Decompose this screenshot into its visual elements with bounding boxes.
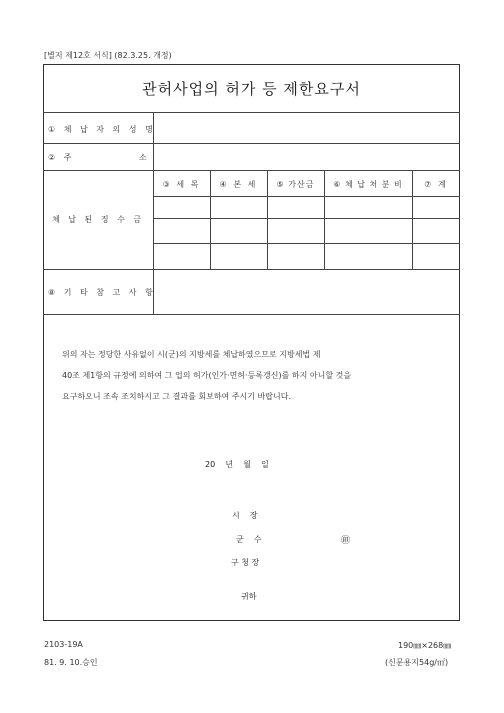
- col-principal: ④ 본 세: [219, 180, 258, 189]
- tax-label: 체 납 된 징 수 금: [52, 215, 145, 224]
- body-line-2: 40조 제1항의 규정에 의하여 그 업의 허가(인가·면허·등록갱신)를 하지 아니할 것을: [62, 371, 352, 380]
- paper-spec: (신문용지54g/㎡): [385, 658, 449, 667]
- col-disposition-fee: ⑥ 체 납 처 분 비: [333, 180, 403, 189]
- addressee: 귀하: [241, 592, 257, 601]
- col-tax-item: ③ 세 목: [162, 180, 201, 189]
- signer-county: 군 수: [236, 535, 262, 544]
- body-line-3: 요구하오니 조속 조치하시고 그 결과를 회보하여 주시기 바랍니다.: [62, 392, 291, 401]
- col-total: ⑦ 계: [424, 180, 448, 189]
- form-header-note: [별지 제12호 서식] (82.3.25. 개정): [44, 51, 172, 60]
- divider-tax-row1: [153, 218, 460, 219]
- signer-district: 구 청 장: [231, 558, 260, 567]
- address-label: ② 주: [48, 153, 75, 162]
- divider-tax-head: [153, 196, 460, 197]
- divider-title: [43, 112, 460, 113]
- name-label: ① 체 납 자 의 성 명: [48, 125, 156, 134]
- divider-label-col: [153, 112, 154, 314]
- form-number: 2103-19A: [44, 640, 83, 649]
- body-line-1: 위의 자는 정당한 사유없이 시(군)의 지방세를 체납하였으므로 지방세법 제: [62, 350, 321, 359]
- col-penalty: ⑤ 가산금: [276, 180, 315, 189]
- approval-date: 81. 9. 10.승인: [44, 658, 98, 667]
- divider-address: [43, 170, 460, 171]
- seal-mark: ㊞: [341, 536, 351, 546]
- address-label-end: 소: [139, 153, 150, 162]
- other-label: ⑧ 기 타 참 고 사 항: [48, 288, 156, 297]
- divider-tax-row2: [153, 243, 460, 244]
- paper-size: 190㎜×268㎜: [398, 641, 452, 650]
- divider-other: [43, 314, 460, 315]
- form-title: 관허사업의 허가 등 제한요구서: [142, 80, 361, 98]
- date-line: 20 년 월 일: [205, 460, 269, 469]
- divider-tax: [43, 269, 460, 270]
- divider-name: [43, 143, 460, 144]
- signer-mayor: 시 장: [232, 511, 258, 520]
